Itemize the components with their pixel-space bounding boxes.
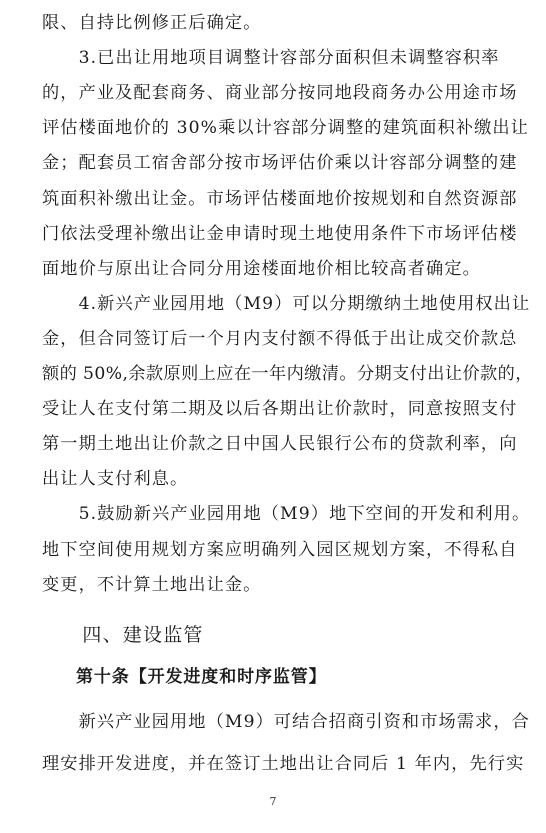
text-line: 限、自持比例修正后确定。 <box>42 13 262 33</box>
text-line: 3.已出让用地项目调整计容部分面积但未调整容积率 <box>42 48 500 69</box>
text-line: 变更，不计算土地出让金。 <box>42 574 262 595</box>
text-line: 金，但合同签订后一个月内支付额不得低于出让成交价款总 <box>42 328 518 349</box>
text-line: 5.鼓励新兴产业园用地（M9）地下空间的开发和利用。 <box>42 504 531 525</box>
text-line: 出让人支付利息。 <box>42 469 189 490</box>
text-line: 理安排开发进度，并在签订土地出让合同后 1 年内，先行实 <box>42 754 525 774</box>
text-line: 4.新兴产业园用地（M9）可以分期缴纳土地使用权出让 <box>42 293 531 314</box>
article-title: 第十条【开发进度和时序监管】 <box>76 667 327 687</box>
text-line: 筑面积补缴出让金。市场评估楼面地价按规划和自然资源部 <box>42 188 518 209</box>
text-line: 额的 50%,余款原则上应在一年内缴清。分期支付出让价款的， <box>42 364 533 384</box>
text-line: 新兴产业园用地（M9）可结合招商引资和市场需求，合 <box>42 712 530 732</box>
text-line: 门依法受理补缴出让金申请时现土地使用条件下市场评估楼 <box>42 223 518 244</box>
text-line: 评估楼面地价的 30%乘以计容部分调整的建筑面积补缴出让 <box>42 118 529 139</box>
text-line: 受让人在支付第二期及以后各期出让价款时，同意按照支付 <box>42 399 518 420</box>
text-line: 地下空间使用规划方案应明确列入园区规划方案，不得私自 <box>42 539 518 560</box>
text-line: 面地价与原出让合同分用途楼面地价相比较高者确定。 <box>42 258 481 279</box>
page-number: 7 <box>269 795 277 808</box>
text-line: 金；配套员工宿舍部分按市场评估价乘以计容部分调整的建 <box>42 153 518 174</box>
text-line: 的，产业及配套商务、商业部分按同地段商务办公用途市场 <box>42 83 518 104</box>
section-heading: 四、建设监管 <box>42 624 204 646</box>
text-line: 第一期土地出让价款之日中国人民银行公布的贷款利率，向 <box>42 434 518 455</box>
